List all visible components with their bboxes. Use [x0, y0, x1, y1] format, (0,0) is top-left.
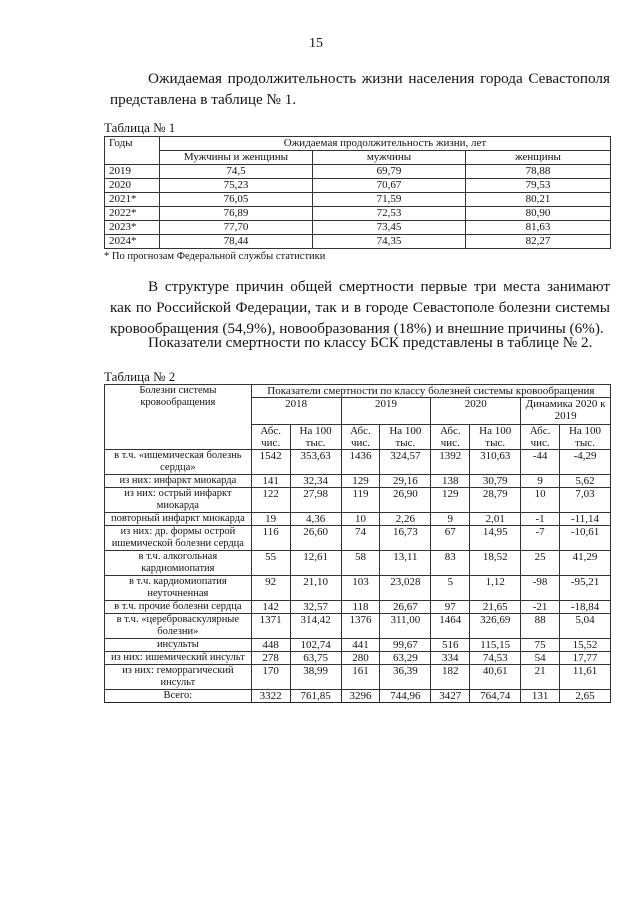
table2-value-cell: 15,52 [560, 639, 611, 652]
table2-subheader-abs: Абс. чис. [431, 425, 470, 450]
table1-group-header: Ожидаемая продолжительность жизни, лет [160, 137, 611, 151]
table2-value-cell: 324,57 [380, 450, 431, 475]
table2-disease-label: из них: ишемический инсульт [105, 652, 252, 665]
table2-value-cell: 21,65 [470, 601, 521, 614]
table2-body [105, 450, 611, 703]
table2-value-cell: 129 [341, 475, 380, 488]
table2-value-cell: 3322 [251, 690, 290, 703]
table2-value-cell: 744,96 [380, 690, 431, 703]
table2-value-cell: 764,74 [470, 690, 521, 703]
table2-value-cell: 54 [521, 652, 560, 665]
table1-footnote: * По прогнозам Федеральной службы статистики [104, 251, 326, 262]
table2-row [105, 513, 611, 526]
table2-disease-label: в т.ч. «ишемическая болезнь сердца» [105, 450, 252, 475]
table2-value-cell: 5,62 [560, 475, 611, 488]
table1-subheader: Мужчины и женщины [160, 151, 313, 165]
table1-subheader: мужчины [313, 151, 466, 165]
table1-value-cell: 81,63 [466, 221, 611, 235]
table1-year-cell: 2020 [105, 179, 160, 193]
table2-value-cell: 11,61 [560, 665, 611, 690]
table1-row [105, 179, 611, 193]
table2-caption: Таблица № 2 [104, 369, 176, 384]
table2-row [105, 614, 611, 639]
table2-value-cell: 58 [341, 551, 380, 576]
table1-header-years: Годы [105, 137, 160, 165]
table2-value-cell: 63,29 [380, 652, 431, 665]
table2-value-cell: 131 [521, 690, 560, 703]
table2-value-cell: 14,95 [470, 526, 521, 551]
table2-value-cell: 63,75 [290, 652, 341, 665]
table1-value-cell: 78,88 [466, 165, 611, 179]
table2-disease-label: Всего: [105, 690, 252, 703]
table2-disease-label: из них: острый инфаркт миокарда [105, 488, 252, 513]
table2-value-cell: 30,79 [470, 475, 521, 488]
table2-value-cell: 92 [251, 576, 290, 601]
table2-value-cell: 12,61 [290, 551, 341, 576]
table2-value-cell: 280 [341, 652, 380, 665]
table2-value-cell: 3296 [341, 690, 380, 703]
table2-value-cell: 448 [251, 639, 290, 652]
table2-value-cell: 10 [521, 488, 560, 513]
table1-value-cell: 80,21 [466, 193, 611, 207]
table2-row [105, 576, 611, 601]
table2-row [105, 601, 611, 614]
table2-value-cell: 5 [431, 576, 470, 601]
table2-value-cell: 97 [431, 601, 470, 614]
table1-caption: Таблица № 1 [104, 120, 176, 135]
table2-value-cell: 5,04 [560, 614, 611, 639]
table1-value-cell: 73,45 [313, 221, 466, 235]
mortality-bsk-table [104, 384, 611, 703]
table1-value-cell: 77,70 [160, 221, 313, 235]
table2-value-cell: 311,00 [380, 614, 431, 639]
table2-subheader-per100k: На 100 тыс. [290, 425, 341, 450]
table2-value-cell: 40,61 [470, 665, 521, 690]
table2-subheader-per100k: На 100 тыс. [560, 425, 611, 450]
table2-row [105, 665, 611, 690]
table2-value-cell: 27,98 [290, 488, 341, 513]
table2-value-cell: 28,79 [470, 488, 521, 513]
table2-subheader-abs: Абс. чис. [521, 425, 560, 450]
table2-disease-label: в т.ч. «цереброваскулярные болезни» [105, 614, 252, 639]
table1-body [105, 165, 611, 249]
table2-row [105, 488, 611, 513]
table2-year-header: 2020 [431, 398, 521, 425]
table2-value-cell: 9 [521, 475, 560, 488]
table2-row [105, 652, 611, 665]
table1-value-cell: 72,53 [313, 207, 466, 221]
table1-year-cell: 2019 [105, 165, 160, 179]
table2-value-cell: 310,63 [470, 450, 521, 475]
table1-value-cell: 70,67 [313, 179, 466, 193]
table1-year-cell: 2023* [105, 221, 160, 235]
table1-subheader: женщины [466, 151, 611, 165]
table2-value-cell: 21,10 [290, 576, 341, 601]
table2-value-cell: 3427 [431, 690, 470, 703]
table2-value-cell: 38,99 [290, 665, 341, 690]
table2-value-cell: 21 [521, 665, 560, 690]
table2-value-cell: 32,34 [290, 475, 341, 488]
table2-row [105, 551, 611, 576]
table2-subheader-per100k: На 100 тыс. [470, 425, 521, 450]
table2-value-cell: 23,028 [380, 576, 431, 601]
table1-value-cell: 74,5 [160, 165, 313, 179]
table2-group-header: Показатели смертности по классу болезней системы кровообращения [251, 385, 610, 398]
table2-value-cell: 41,29 [560, 551, 611, 576]
table2-value-cell: 326,69 [470, 614, 521, 639]
table1-value-cell: 75,23 [160, 179, 313, 193]
table1-value-cell: 76,89 [160, 207, 313, 221]
table1-row [105, 207, 611, 221]
table2-value-cell: 88 [521, 614, 560, 639]
table1-row [105, 221, 611, 235]
table2-value-cell: 19 [251, 513, 290, 526]
table1-value-cell: 78,44 [160, 235, 313, 249]
table1-value-cell: 76,05 [160, 193, 313, 207]
table2-value-cell: 2,65 [560, 690, 611, 703]
table2-value-cell: 314,42 [290, 614, 341, 639]
table2-year-header: 2019 [341, 398, 431, 425]
table2-value-cell: 74,53 [470, 652, 521, 665]
table2-value-cell: 138 [431, 475, 470, 488]
table2-value-cell: 29,16 [380, 475, 431, 488]
table2-value-cell: 102,74 [290, 639, 341, 652]
table2-disease-label: инсульты [105, 639, 252, 652]
table1-value-cell: 74,35 [313, 235, 466, 249]
table2-disease-label: в т.ч. прочие болезни сердца [105, 601, 252, 614]
table2-value-cell: 103 [341, 576, 380, 601]
table2-disease-label: из них: геморрагический инсульт [105, 665, 252, 690]
table2-value-cell: 16,73 [380, 526, 431, 551]
table2-value-cell: 13,11 [380, 551, 431, 576]
table2-value-cell: 122 [251, 488, 290, 513]
life-expectancy-table [104, 136, 611, 249]
table2-row [105, 690, 611, 703]
table2-subheader-abs: Абс. чис. [251, 425, 290, 450]
table2-subheader-per100k: На 100 тыс. [380, 425, 431, 450]
table2-value-cell: 9 [431, 513, 470, 526]
mortality-structure-paragraph: В структуре причин общей смертности первые три места занимают как по Российской Федерации, так и в городе Севастополе болезни системы кровообращения (54,9%), новообразования (18%) и внешние причины (6%). [110, 278, 610, 337]
table2-value-cell: 74 [341, 526, 380, 551]
table2-value-cell: 67 [431, 526, 470, 551]
table1-value-cell: 80,90 [466, 207, 611, 221]
table1-value-cell: 69,79 [313, 165, 466, 179]
table1-year-cell: 2024* [105, 235, 160, 249]
table2-value-cell: -98 [521, 576, 560, 601]
table2-value-cell: 142 [251, 601, 290, 614]
table2-value-cell: 55 [251, 551, 290, 576]
table2-value-cell: 75 [521, 639, 560, 652]
table2-value-cell: -18,84 [560, 601, 611, 614]
table2-row [105, 450, 611, 475]
table1-value-cell: 82,27 [466, 235, 611, 249]
table1-value-cell: 79,53 [466, 179, 611, 193]
table2-value-cell: -4,29 [560, 450, 611, 475]
table2-value-cell: 116 [251, 526, 290, 551]
table1-row [105, 235, 611, 249]
table2-reference-paragraph: Показатели смертности по классу БСК представлены в таблице № 2. [148, 334, 593, 351]
table2-value-cell: 25 [521, 551, 560, 576]
table2-value-cell: -44 [521, 450, 560, 475]
table2-value-cell: 441 [341, 639, 380, 652]
table2-value-cell: 1436 [341, 450, 380, 475]
table2-row [105, 526, 611, 551]
intro-paragraph: Ожидаемая продолжительность жизни населения города Севастополя представлена в таблице № 1. [110, 70, 610, 108]
table2-value-cell: 119 [341, 488, 380, 513]
table2-value-cell: 26,90 [380, 488, 431, 513]
table2-value-cell: 1376 [341, 614, 380, 639]
table2-value-cell: -11,14 [560, 513, 611, 526]
table1-row [105, 165, 611, 179]
table2-value-cell: 1542 [251, 450, 290, 475]
table2-row [105, 475, 611, 488]
table2-value-cell: -10,61 [560, 526, 611, 551]
table2-value-cell: 10 [341, 513, 380, 526]
table2-value-cell: 278 [251, 652, 290, 665]
table2-header-diseases: Болезни системы кровообращения [105, 385, 252, 450]
table2-year-header: Динамика 2020 к 2019 [521, 398, 611, 425]
table2-value-cell: 1,12 [470, 576, 521, 601]
table2-value-cell: 182 [431, 665, 470, 690]
table1-row [105, 193, 611, 207]
table2-value-cell: 26,67 [380, 601, 431, 614]
table2-value-cell: 18,52 [470, 551, 521, 576]
table2-disease-label: из них: др. формы острой ишемической болезни сердца [105, 526, 252, 551]
table2-value-cell: 17,77 [560, 652, 611, 665]
table2-value-cell: 26,60 [290, 526, 341, 551]
table2-value-cell: 2,01 [470, 513, 521, 526]
table2-disease-label: в т.ч. алкогольная кардиомиопатия [105, 551, 252, 576]
table2-value-cell: 4,36 [290, 513, 341, 526]
table2-value-cell: 99,67 [380, 639, 431, 652]
table2-value-cell: 118 [341, 601, 380, 614]
table2-value-cell: 129 [431, 488, 470, 513]
table2-value-cell: 1371 [251, 614, 290, 639]
table2-row [105, 639, 611, 652]
table2-value-cell: 7,03 [560, 488, 611, 513]
table2-value-cell: 1392 [431, 450, 470, 475]
table2-value-cell: 1464 [431, 614, 470, 639]
table2-value-cell: 353,63 [290, 450, 341, 475]
table2-value-cell: 170 [251, 665, 290, 690]
page-number: 15 [309, 36, 323, 51]
table2-value-cell: 516 [431, 639, 470, 652]
table2-value-cell: 161 [341, 665, 380, 690]
table2-value-cell: -1 [521, 513, 560, 526]
table2-value-cell: 334 [431, 652, 470, 665]
table2-value-cell: -21 [521, 601, 560, 614]
table2-value-cell: -95,21 [560, 576, 611, 601]
table2-value-cell: 761,85 [290, 690, 341, 703]
table2-value-cell: 141 [251, 475, 290, 488]
table1-year-cell: 2021* [105, 193, 160, 207]
table2-value-cell: 32,57 [290, 601, 341, 614]
table2-subheader-abs: Абс. чис. [341, 425, 380, 450]
table2-year-header: 2018 [251, 398, 341, 425]
table2-value-cell: 83 [431, 551, 470, 576]
table2-value-cell: -7 [521, 526, 560, 551]
table2-value-cell: 115,15 [470, 639, 521, 652]
table2-value-cell: 2,26 [380, 513, 431, 526]
table2-disease-label: повторный инфаркт миокарда [105, 513, 252, 526]
table2-value-cell: 36,39 [380, 665, 431, 690]
table2-disease-label: из них: инфаркт миокарда [105, 475, 252, 488]
table1-value-cell: 71,59 [313, 193, 466, 207]
table2-disease-label: в т.ч. кардиомиопатия неуточненная [105, 576, 252, 601]
table1-year-cell: 2022* [105, 207, 160, 221]
